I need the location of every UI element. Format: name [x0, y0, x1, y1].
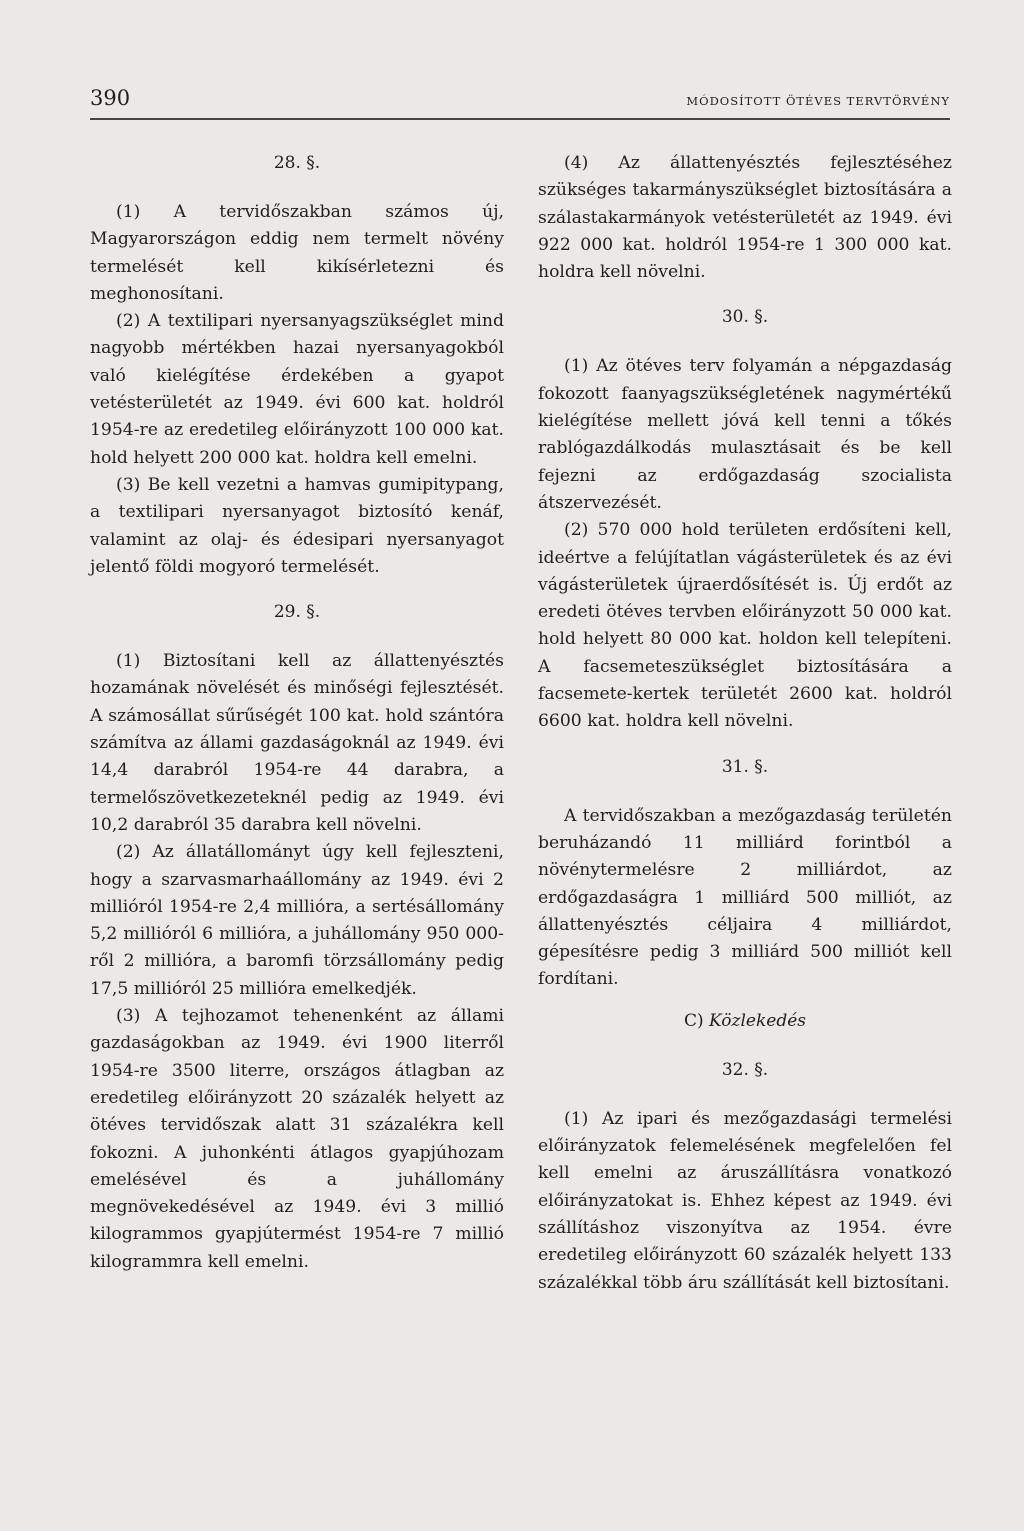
section-29-paragraph-2: (2) Az állatállományt úgy kell fejleszteni, hogy a szarvasmarhaállomány az 1949. évi 2 millióról 1954-re 2,4 millióra, a sertésállomány 5,2 millióról 6 millióra, a juhállomány 950 000-ről 2 millióra, a baromfi törzsállomány pedig 17,5 millióról 25 millióra emelkedjék. [90, 842, 504, 999]
left-column [90, 150, 504, 1276]
section-28-paragraph-2: (2) A textilipari nyersanyagszükséglet mind nagyobb mértékben hazai nyersanyagokból való kielégítése érdekében a gyapot vetésterületét az 1949. évi 600 kat. holdról 1954-re az eredetileg előirányzott 100 000 kat. hold helyett 200 000 kat. holdra kell emelni. [90, 311, 504, 468]
running-head: MÓDOSÍTOTT ÖTÉVES TERVTÖRVÉNY [686, 94, 950, 108]
section-28-paragraph-1: (1) A tervidőszakban számos új, Magyarországon eddig nem termelt növény termelését kell kikísérletezni és meghonosítani. [90, 202, 504, 304]
section-31-title: 31. §. [721, 756, 769, 777]
section-c-title: Közlekedés [709, 1010, 806, 1031]
section-30-title: 30. §. [721, 307, 769, 328]
section-32-paragraph-1: (1) Az ipari és mezőgazdasági termelési előirányzatok felemelésének megfelelően fel kell emelni az áruszállításra vonatkozó előirányzatokat is. Ehhez képest az 1949. évi szállításhoz viszonyítva az 1954. évre eredetileg előirányzott 60 százalék helyett 133 százalékkal több áru szállítását kell biztosítani. [538, 1108, 952, 1293]
page-header [90, 82, 950, 120]
section-30-paragraph-2: (2) 570 000 hold területen erdősíteni kell, ideértve a felújítatlan vágásterületek és az évi vágásterületek újraerdősítését is. Új erdőt az eredeti ötéves tervben előirányzott 50 000 kat. hold helyett 80 000 kat. holdon kell telepíteni. A facsemeteszükséglet biztosítására a facsemete-kertek területét 2600 kat. holdról 6600 kat. holdra kell növelni. [538, 520, 952, 732]
section-29-paragraph-3: (3) A tejhozamot tehenenként az állami gazdaságokban az 1949. évi 1900 literről 1954-re 3500 literre, országos átlagban az eredetileg előirányzott 20 százalék helyett az ötéves tervidőszak alatt 31 százalékra kell fokozni. A juhonkénti átlagos gyapjúhozam emelésével és a juhállomány megnövekedésével az 1949. évi 3 millió kilogrammos gyapjútermést 1954-re 7 millió kilogrammra kell emelni. [90, 1006, 504, 1272]
section-30-paragraph-1: (1) Az ötéves terv folyamán a népgazdaság fokozott faanyagszükségletének nagymértékű kielégítése mellett jóvá kell tenni a tőkés rablógazdálkodás mulasztásait és be kell fejezni az erdőgazdaság szocialista átszervezését. [538, 356, 952, 513]
section-31-paragraph-1: A tervidőszakban a mezőgazdaság területén beruházandó 11 milliárd forintból a növénytermelésre 2 milliárdot, az erdőgazdaságra 1 milliárd 500 milliót, az állattenyésztés céljaira 4 milliárdot, gépesítésre pedig 3 milliárd 500 milliót kell fordítani. [538, 805, 952, 990]
section-28-paragraph-3: (3) Be kell vezetni a hamvas gumipitypang, a textilipari nyersanyagot biztosító kenáf, valamint az olaj- és édesipari nyersanyagot jelentő földi mogyoró termelését. [90, 474, 504, 577]
section-28-title: 28. §. [273, 153, 321, 173]
section-29-paragraph-1: (1) Biztosítani kell az állattenyésztés hozamának növelését és minőségi fejlesztését. A számosállat sűrűségét 100 kat. hold szántóra számítva az állami gazdaságoknál az 1949. évi 14,4 darabról 1954-re 44 darabra, a termelőszövetkezeteknél pedig az 1949. évi 10,2 darabról 35 darabra kell növelni. [90, 651, 504, 835]
section-32-title: 32. §. [721, 1059, 769, 1080]
page-number: 390 [90, 86, 131, 110]
section-29-paragraph-4: (4) Az állattenyésztés fejlesztéséhez szükséges takarmányszükséglet biztosítására a szálastakarmányok vetésterületét az 1949. évi 922 000 kat. holdról 1954-re 1 300 000 kat. holdra kell növelni. [538, 153, 952, 283]
right-column [538, 150, 952, 1297]
section-29-title: 29. §. [273, 602, 321, 623]
section-c-heading [538, 1008, 952, 1035]
section-c-letter: C) [683, 1010, 704, 1031]
